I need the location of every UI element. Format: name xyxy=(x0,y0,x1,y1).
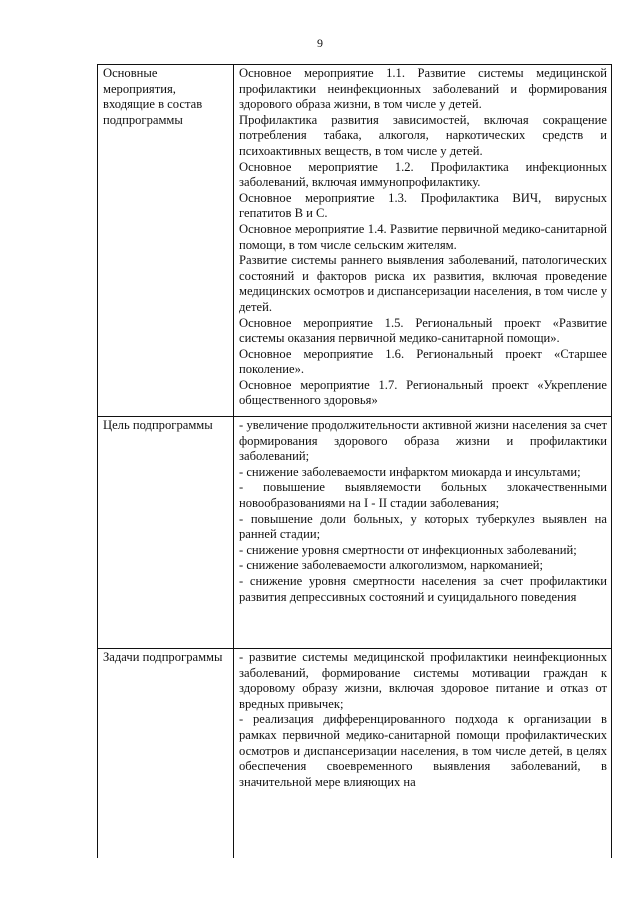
subprogram-table xyxy=(97,64,612,858)
events-item: Основное мероприятие 1.3. Профилактика ВИЧ, вирусных гепатитов В и С. xyxy=(239,190,607,221)
tasks-label: Задачи подпрограммы xyxy=(98,649,234,859)
events-label: Основные мероприятия, входящие в состав подпрограммы xyxy=(98,65,234,417)
table-row-tasks xyxy=(98,649,612,859)
events-content xyxy=(234,65,612,417)
tasks-item: - развитие системы медицинской профилактики неинфекционных заболеваний, формирование системы мотивации граждан к здоровому образу жизни, включая здоровое питание и отказ от вредных привычек; xyxy=(239,650,607,711)
events-item: Основное мероприятие 1.6. Региональный проект «Старшее поколение». xyxy=(239,346,607,377)
events-item: Развитие системы раннего выявления заболеваний, патологических состояний и факторов риска их развития, включая проведение медицинских осмотров и диспансеризации населения, в том числе у детей. xyxy=(239,253,607,314)
events-item: Профилактика развития зависимостей, включая сокращение потребления табака, алкоголя, наркотических средств и психоактивных веществ, в том числе у детей. xyxy=(239,112,607,158)
goal-content xyxy=(234,417,612,649)
tasks-item: - реализация дифференцированного подхода к организации в рамках первичной медико-санитарной помощи профилактических осмотров и диспансеризации населения, в том числе детей, в целях обеспечения своевременного выявления заболеваний, в значительной мере влияющих на xyxy=(239,712,607,789)
goal-item: - повышение доли больных, у которых туберкулез выявлен на ранней стадии; xyxy=(239,511,607,542)
events-item: Основное мероприятие 1.4. Развитие первичной медико-санитарной помощи, в том числе сельским жителям. xyxy=(239,221,607,252)
goal-item: - снижение уровня смертности от инфекционных заболеваний; xyxy=(239,542,577,557)
events-item: Основное мероприятие 1.1. Развитие системы медицинской профилактики неинфекционных заболеваний и формирования здорового образа жизни, в том числе у детей. xyxy=(239,66,607,112)
goal-item: - снижение заболеваемости алкоголизмом, наркоманией; xyxy=(239,558,544,573)
goal-item: - снижение заболеваемости инфарктом миокарда и инсультами; xyxy=(239,464,581,479)
goal-item: - увеличение продолжительности активной жизни населения за счет формирования здорового образа жизни и профилактики заболеваний; xyxy=(239,418,607,464)
goal-label: Цель подпрограммы xyxy=(98,417,234,649)
events-item: Основное мероприятие 1.7. Региональный проект «Укрепление общественного здоровья» xyxy=(239,377,607,408)
table-row-events xyxy=(98,65,612,417)
events-item: Основное мероприятие 1.2. Профилактика инфекционных заболеваний, включая иммунопрофилактику. xyxy=(239,159,607,190)
page-number: 9 xyxy=(317,36,323,50)
tasks-content xyxy=(234,649,612,859)
goal-item: - повышение выявляемости больных злокачественными новообразованиями на I - II стадии заболевания; xyxy=(239,480,607,510)
events-item: Основное мероприятие 1.5. Региональный проект «Развитие системы оказания первичной медико-санитарной помощи». xyxy=(239,315,607,346)
goal-item: - снижение уровня смертности населения за счет профилактики развития депрессивных состояний и суицидального поведения xyxy=(239,573,607,604)
table-row-goal xyxy=(98,417,612,649)
